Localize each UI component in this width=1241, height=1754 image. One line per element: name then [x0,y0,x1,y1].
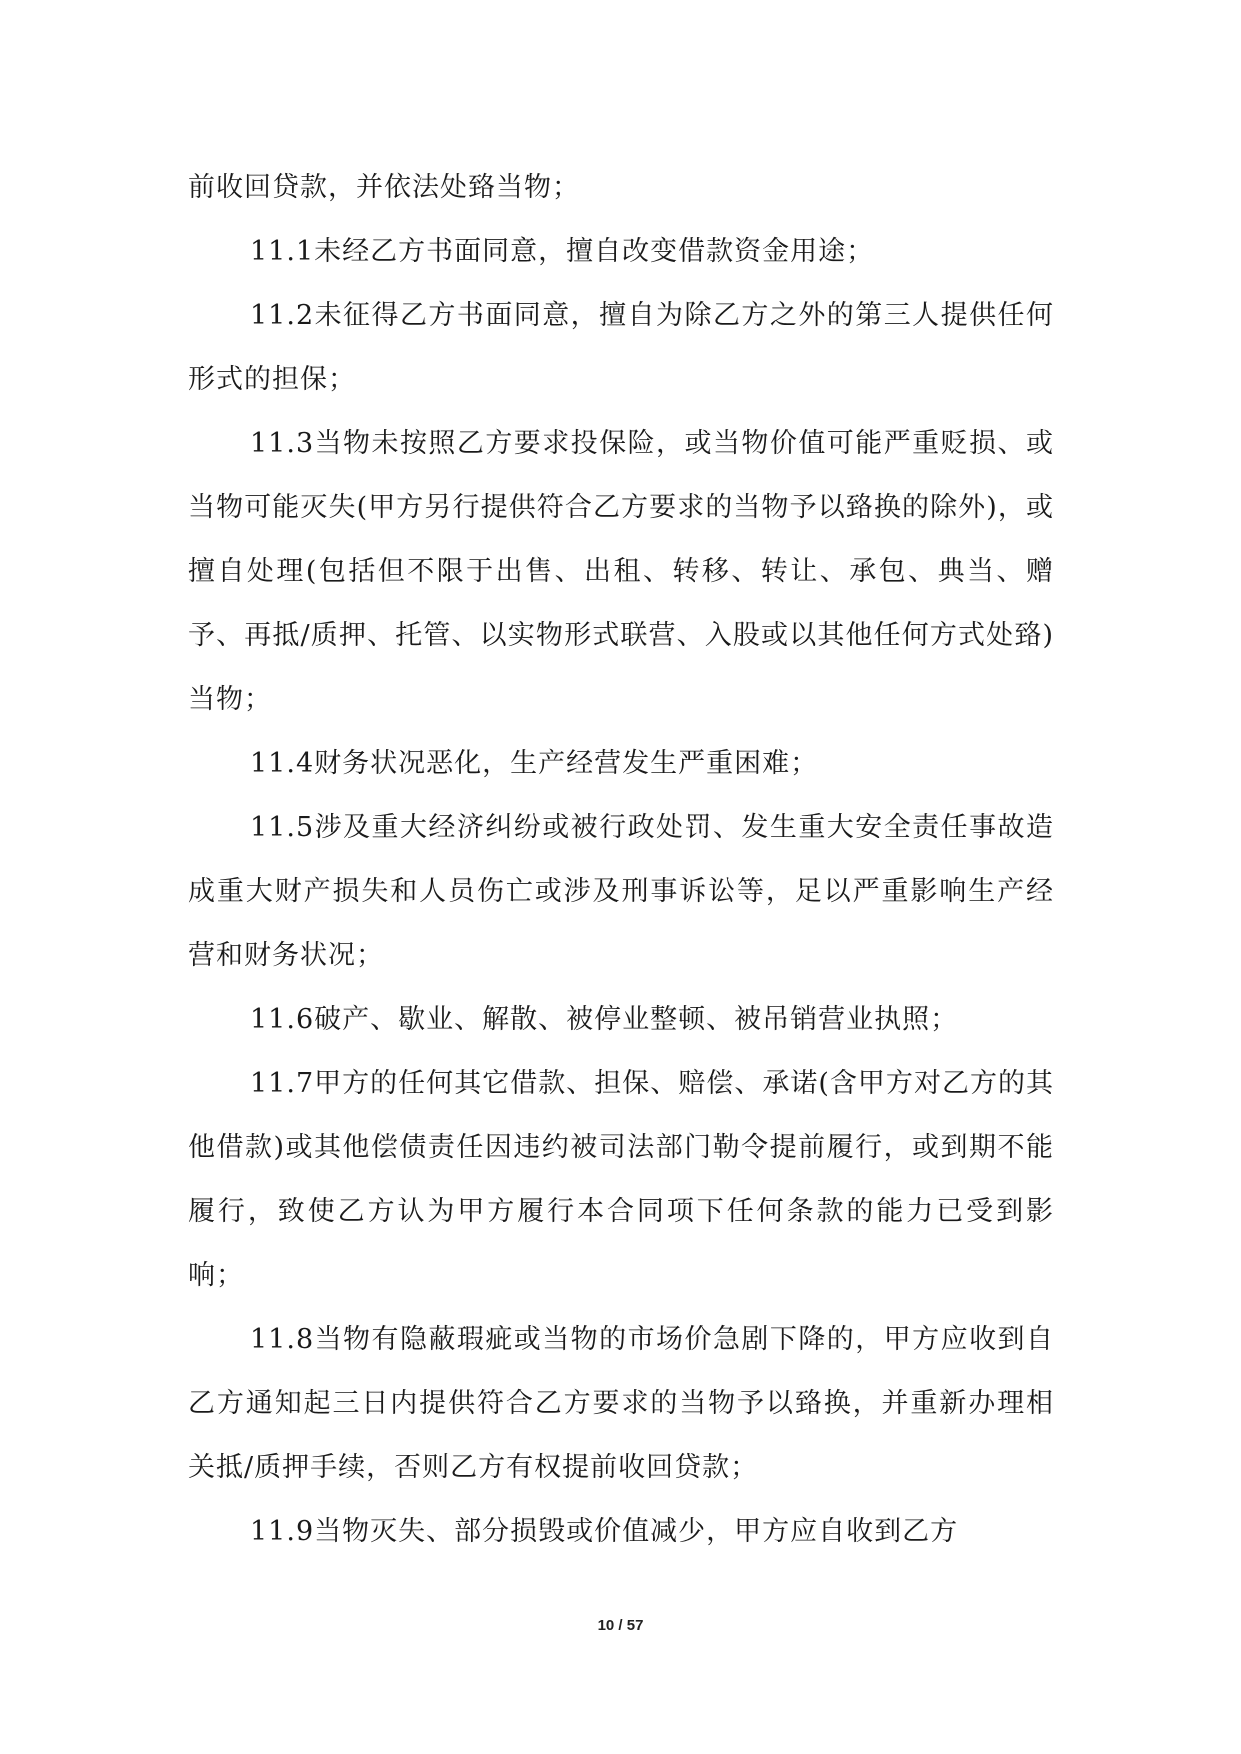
paragraph-11-3: 11.3当物未按照乙方要求投保险，或当物价值可能严重贬损、或当物可能灭失(甲方另行提供符合乙方要求的当物予以臵换的除外)，或擅自处理(包括但不限于出售、出租、转移、转让、承包、典当、赠予、再抵/质押、托管、以实物形式联营、入股或以其他任何方式处臵)当物； [188,428,1054,715]
paragraph-11-8: 11.8当物有隐蔽瑕疵或当物的市场价急剧下降的，甲方应收到自乙方通知起三日内提供符合乙方要求的当物予以臵换，并重新办理相关抵/质押手续，否则乙方有权提前收回贷款； [188,1324,1054,1483]
paragraph-11-7: 11.7甲方的任何其它借款、担保、赔偿、承诺(含甲方对乙方的其他借款)或其他偿债责任因违约被司法部门勒令提前履行，或到期不能履行，致使乙方认为甲方履行本合同项下任何条款的能力已受到影响； [188,1068,1054,1291]
paragraph-11-2: 11.2未征得乙方书面同意，擅自为除乙方之外的第三人提供任何形式的担保； [188,300,1054,395]
paragraph-11-4: 11.4财务状况恶化，生产经营发生严重困难； [250,748,819,779]
paragraph-11-1: 11.1未经乙方书面同意，擅自改变借款资金用途； [250,236,875,267]
paragraph-11-9: 11.9当物灭失、部分损毁或价值减少，甲方应自收到乙方 [250,1516,959,1547]
document-body [188,156,1054,1564]
paragraph-11-6: 11.6破产、歇业、解散、被停业整顿、被吊销营业执照； [250,1004,959,1035]
paragraph-11-5: 11.5涉及重大经济纠纷或被行政处罚、发生重大安全责任事故造成重大财产损失和人员伤亡或涉及刑事诉讼等，足以严重影响生产经营和财务状况； [188,812,1054,971]
paragraph: 前收回贷款，并依法处臵当物； [188,172,580,203]
page-number: 10 / 57 [597,1617,644,1634]
